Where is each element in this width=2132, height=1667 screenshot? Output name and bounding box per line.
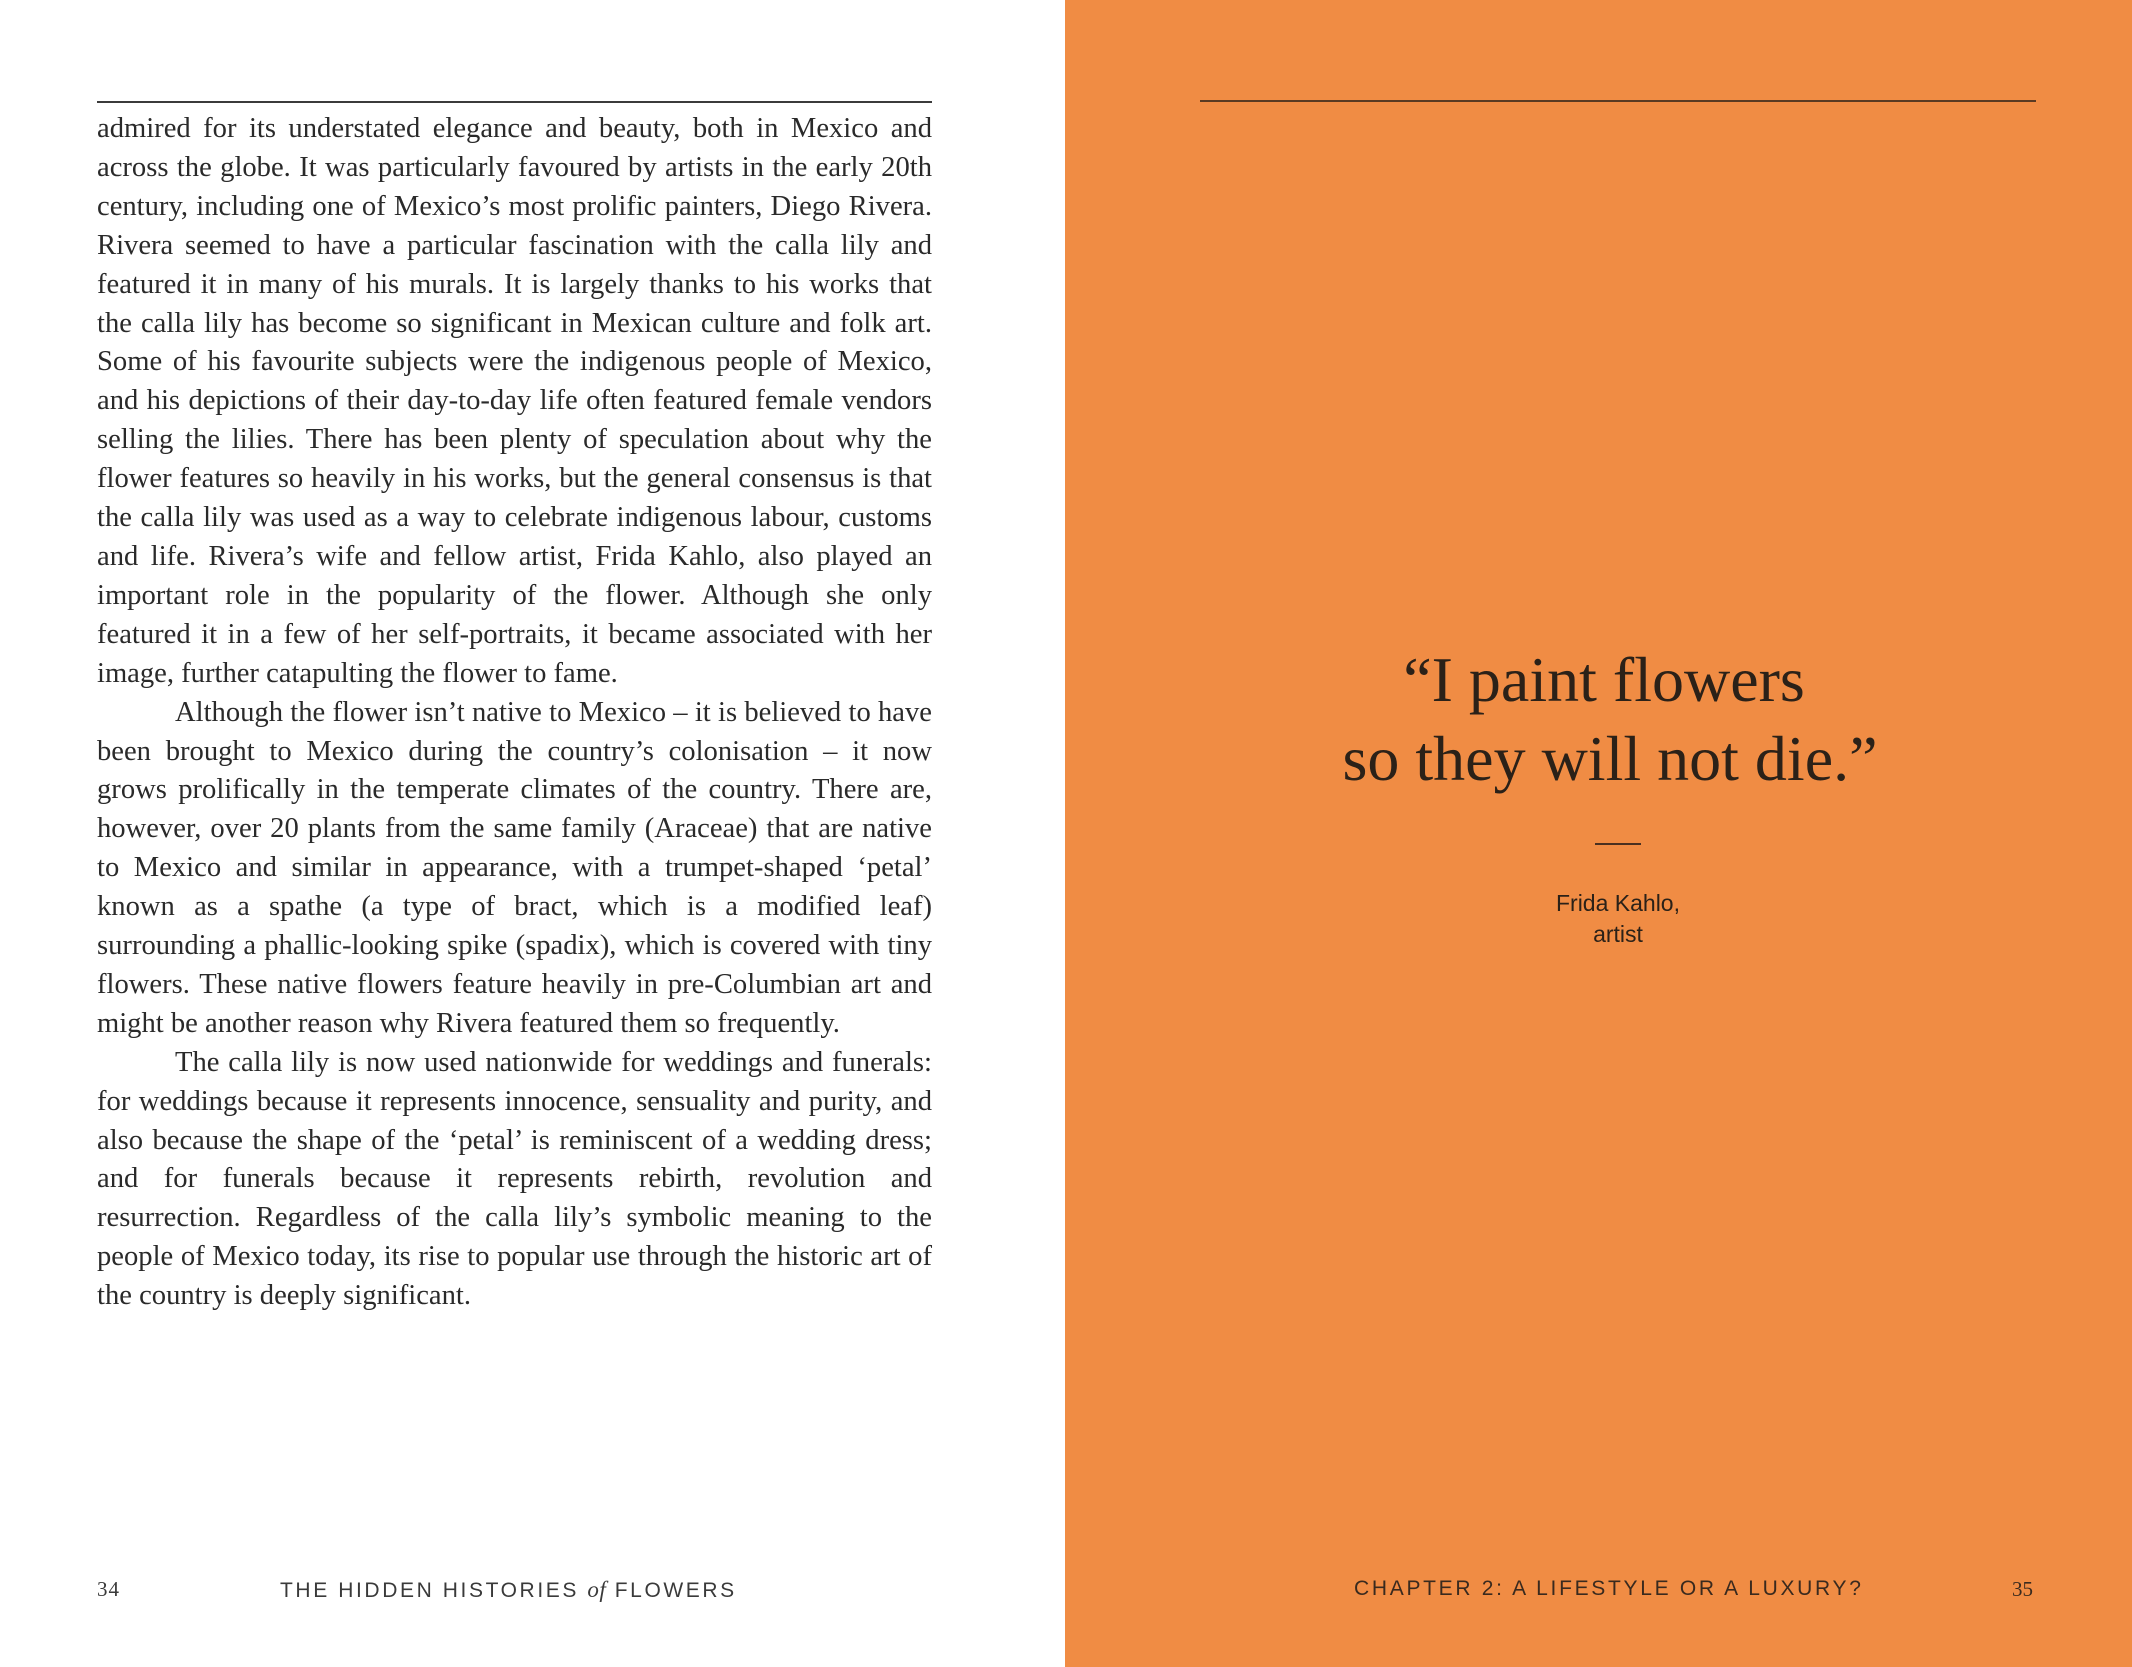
quote-line-1: “I paint flowers (1403, 644, 1805, 715)
running-head-left-pre: THE HIDDEN HISTORIES (280, 1579, 588, 1602)
quote-divider (1595, 843, 1641, 845)
attribution-name: Frida Kahlo, (1555, 890, 1680, 916)
right-page (1065, 0, 2132, 1667)
paragraph-2: Although the flower isn’t native to Mexico – it is believed to have been brought to Mexico during the country’s colonisation – it now grows prolifically in the temperate climates of the country. There are, however, over 20 plants from the same family (Araceae) that are native to Mexico and similar in appearance, with a trumpet-shaped ‘petal’ known as a spathe (a type of bract, which is a modified leaf) surrounding a phallic-looking spike (spadix), which is covered with tiny flowers. These native flowers feature heavily in pre-Columbian art and might be another reason why Rivera featured them so frequently. (97, 696, 932, 1039)
page-number-right: 35 (2012, 1577, 2033, 1601)
running-head-left-italic: of (587, 1577, 607, 1602)
pull-quote (1065, 640, 2132, 798)
attribution-role: artist (1593, 921, 1643, 947)
running-head-left-post: FLOWERS (606, 1579, 737, 1602)
quote-line-2: so they will not die.” (1342, 723, 1878, 794)
body-text (97, 110, 932, 1316)
paragraph-1: admired for its understated elegance and beauty, both in Mexico and across the globe. It was particularly favoured by artists in the early 20th century, including one of Mexico’s most prolific painters, Diego Rivera. Rivera seemed to have a particular fascination with the calla lily and featured it in many of his murals. It is largely thanks to his works that the calla lily has become so significant in Mexican culture and folk art. Some of his favourite subjects were the indigenous people of Mexico, and his depictions of their day-to-day life often featured female vendors selling the lilies. There has been plenty of speculation about why the flower features so heavily in his works, but the general consensus is that the calla lily was used as a way to celebrate indigenous labour, customs and life. Rivera’s wife and fellow artist, Frida Kahlo, also played an important role in the popularity of the flower. Although she only featured it in a few of her self-portraits, it became associated with her image, further catapulting the flower to fame. (97, 113, 932, 689)
paragraph-3: The calla lily is now used nationwide for weddings and funerals: for weddings because it represents innocence, sensuality and purity, and also because the shape of the ‘petal’ is reminiscent of a wedding dress; and for funerals because it represents rebirth, revolution and resurrection. Regardless of the calla lily’s symbolic meaning to the people of Mexico today, its rise to popular use through the historic art of the country is deeply significant. (97, 1046, 932, 1312)
top-rule-left (97, 101, 932, 103)
quote-attribution (1065, 888, 2132, 950)
running-head-right: CHAPTER 2: A LIFESTYLE OR A LUXURY? (1354, 1577, 1864, 1600)
top-rule-right (1200, 100, 2036, 102)
left-page (0, 0, 1065, 1667)
running-head-left (280, 1577, 737, 1603)
page-number-left: 34 (97, 1577, 120, 1601)
